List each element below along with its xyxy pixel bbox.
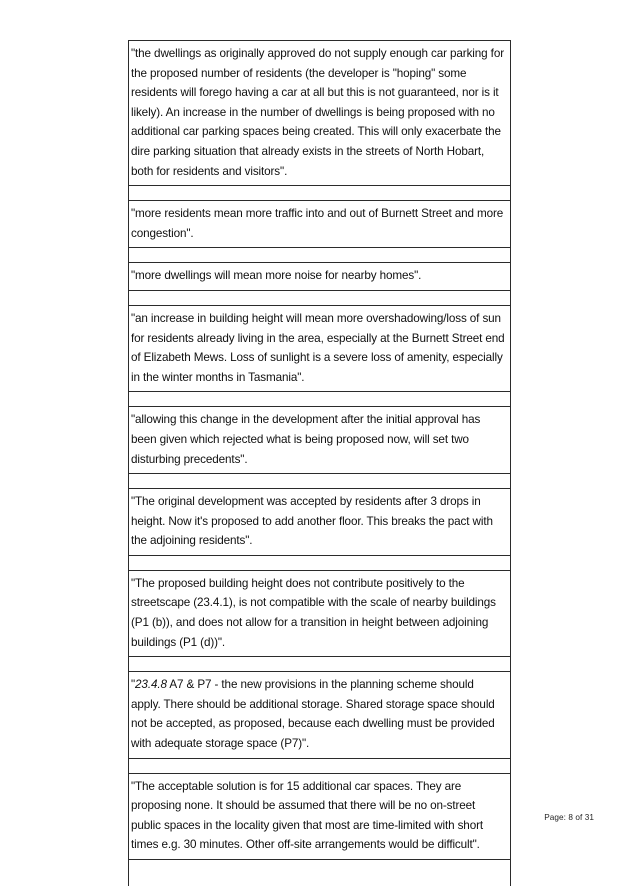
comment-cell-noise: "more dwellings will mean more noise for nearby homes".	[129, 263, 511, 291]
table-row	[129, 758, 511, 773]
comment-cell-storage-provisions	[129, 672, 511, 758]
table-row	[129, 555, 511, 570]
table-row	[129, 305, 511, 391]
table-row	[129, 290, 511, 305]
spacer-cell	[129, 290, 511, 305]
comment-cell-car-spaces: "The acceptable solution is for 15 additional car spaces. They are proposing none. It should be assumed that there will be no on-street public spaces in the locality given that most are time-limited with short times e.g. 30 minutes. Other off-site arrangements would be difficult".	[129, 773, 511, 859]
quote-open-mark: "	[131, 678, 135, 691]
table-row	[129, 672, 511, 758]
comment-cell-precedents: "allowing this change in the development after the initial approval has been given which rejected what is being proposed now, will set two disturbing precedents".	[129, 407, 511, 474]
table-row	[129, 773, 511, 859]
spacer-cell	[129, 758, 511, 773]
comment-cell-traffic-congestion: "more residents mean more traffic into and out of Burnett Street and more congestion".	[129, 201, 511, 248]
spacer-cell	[129, 392, 511, 407]
spacer-cell	[129, 186, 511, 201]
public-comments-table	[128, 40, 511, 886]
table-row	[129, 570, 511, 656]
planning-scheme-clause-reference: 23.4.8	[135, 678, 167, 691]
table-row	[129, 186, 511, 201]
table-row	[129, 248, 511, 263]
table-row	[129, 392, 511, 407]
table-row	[129, 41, 511, 186]
comment-cell-streetscape: "The proposed building height does not contribute positively to the streetscape (23.4.1), is not compatible with the scale of nearby buildings (P1 (b)), and does not allow for a transition in height between adjoining buildings (P1 (d))".	[129, 570, 511, 656]
comment-cell-height-pact: "The original development was accepted by residents after 3 drops in height. Now it's proposed to add another floor. This breaks the pact with the adjoining residents".	[129, 489, 511, 556]
page-number-footer: Page: 8 of 31	[544, 812, 594, 823]
comment-cell-parking-supply: "the dwellings as originally approved do not supply enough car parking for the proposed number of residents (the developer is "hoping" some residents will forego having a car at all but this is not guaranteed, nor is it likely). An increase in the number of dwellings is being proposed with no additional car parking spaces being created. This will only exacerbate the dire parking situation that already exists in the streets of North Hobart, both for residents and visitors".	[129, 41, 511, 186]
table-row	[129, 474, 511, 489]
comment-body-text: A7 & P7 - the new provisions in the planning scheme should apply. There should be additional storage. Shared storage space should not be accepted, as proposed, because each dwelling must be provided with adequate storage space (P7)".	[131, 678, 495, 750]
comment-cell-overshadowing: "an increase in building height will mean more overshadowing/loss of sun for residents already living in the area, especially at the Burnett Street end of Elizabeth Mews. Loss of sunlight is a severe loss of amenity, especially in the winter months in Tasmania".	[129, 305, 511, 391]
comments-table-body	[129, 41, 511, 886]
table-row	[129, 407, 511, 474]
spacer-cell	[129, 555, 511, 570]
table-row	[129, 657, 511, 672]
table-row	[129, 263, 511, 291]
spacer-cell	[129, 657, 511, 672]
table-row	[129, 201, 511, 248]
spacer-cell	[129, 474, 511, 489]
spacer-cell	[129, 248, 511, 263]
spacer-cell-open	[129, 860, 511, 886]
table-row	[129, 860, 511, 886]
table-row	[129, 489, 511, 556]
